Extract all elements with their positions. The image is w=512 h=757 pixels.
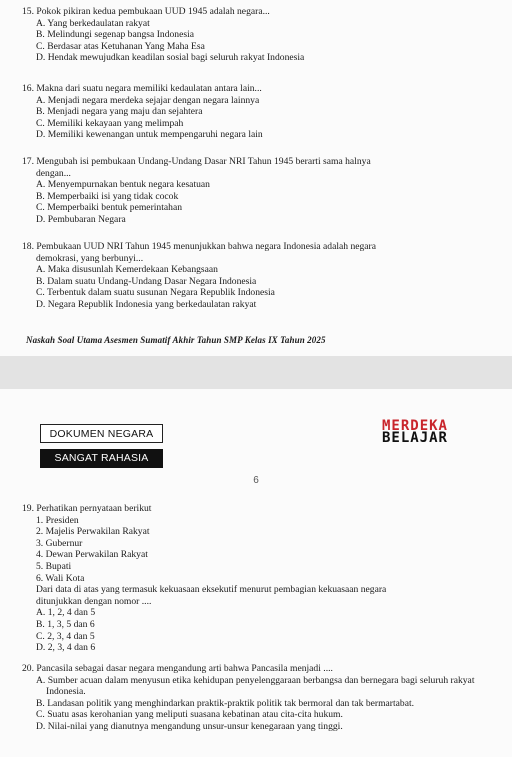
option-15-d: D. Hendak mewujudkan keadilan sosial bagi seluruh rakyat Indonesia [36,52,305,64]
question-15-stem: 15. Pokok pikiran kedua pembukaan UUD 1945 adalah negara... [22,6,270,17]
statement-item-3: 3. Gubernur [36,537,83,549]
option-19-a: A. 1, 2, 4 dan 5 [36,607,96,619]
page-number: 6 [253,475,259,486]
statement-item-2: 2. Majelis Perwakilan Rakyat [36,526,150,538]
option-17-b: B. Memperbaiki isi yang tidak cocok [36,190,179,202]
option-20-b: B. Landasan politik yang menghindarkan praktik-praktik politik tak bermoral dan tak bermartabat. [36,697,415,709]
statement-item-4: 4. Dewan Perwakilan Rakyat [36,549,148,561]
option-16-b: B. Menjadi negara yang maju dan sejahtera [36,106,203,118]
question-20-stem: 20. Pancasila sebagai dasar negara mengandung arti bahwa Pancasila menjadi .... [22,663,333,674]
option-18-d: D. Negara Republik Indonesia yang berkedaulatan rakyat [36,298,257,310]
option-19-c: C. 2, 3, 4 dan 5 [36,630,95,642]
option-18-b: B. Dalam suatu Undang-Undang Dasar Negara Indonesia [36,275,257,287]
logo-line-2: BELAJAR [381,430,448,446]
question-19-stem: 19. Perhatikan pernyataan berikut [22,503,152,514]
option-20-a: A. Sumber acuan dalam menyusun etika kehidupan penyelenggaraan berbangsa dan bernegara bagi seluruh rakyat Indonesia. [36,674,475,698]
question-16-stem: 16. Makna dari suatu negara memiliki kedaulatan antara lain... [22,83,262,94]
option-19-b: B. 1, 3, 5 dan 6 [36,618,95,630]
question-17-stem: 17. Mengubah isi pembukaan Undang-Undang Dasar NRI Tahun 1945 berarti sama halnya [22,156,371,167]
option-16-a: A. Menjadi negara merdeka sejajar dengan negara lainnya [36,94,260,106]
option-19-d: D. 2, 3, 4 dan 6 [36,642,96,654]
option-18-c: C. Terbentuk dalam suatu susunan Negara Republik Indonesia [36,287,275,299]
option-18-a: A. Maka disusunlah Kemerdekaan Kebangsaan [36,264,218,276]
logo-line-1: MERDEKA [381,418,448,434]
question-16 [0,83,512,141]
option-15-a: A. Yang berkedaulatan rakyat [36,17,150,29]
document-classification-badge: DOKUMEN NEGARA [40,424,163,443]
statement-item-6: 6. Wali Kota [36,572,85,584]
question-18 [0,241,512,311]
option-17-c: C. Memperbaiki bentuk pemerintahan [36,202,182,214]
statement-item-1: 1. Presiden [36,514,79,526]
page-separator [0,356,512,389]
question-19 [0,503,512,654]
option-16-c: C. Memiliki kekayaan yang melimpah [36,117,184,129]
option-20-c: C. Suatu asas kerohanian yang meliputi suasana kebatinan atau cita-cita hukum. [36,709,343,721]
question-17-stem-cont: dengan... [36,167,71,179]
merdeka-belajar-logo [382,420,448,444]
option-15-b: B. Melindungi segenap bangsa Indonesia [36,29,194,41]
option-15-c: C. Berdasar atas Ketuhanan Yang Maha Esa [36,40,205,52]
secrecy-badge: SANGAT RAHASIA [40,449,163,468]
question-20 [0,663,512,733]
option-17-a: A. Menyempurnakan bentuk negara kesatuan [36,179,210,191]
question-18-stem-cont: demokrasi, yang berbunyi... [36,252,144,264]
question-15 [0,6,512,64]
option-17-d: D. Pembubaran Negara [36,213,126,225]
question-19-prompt-cont: ditunjukkan dengan nomor .... [36,595,152,607]
option-16-d: D. Memiliki kewenangan untuk mempengaruhi negara lain [36,129,263,141]
page-footer: Naskah Soal Utama Asesmen Sumatif Akhir Tahun SMP Kelas IX Tahun 2025 [26,335,326,345]
statement-item-5: 5. Bupati [36,560,72,572]
option-20-d: D. Nilai-nilai yang dianutnya mengandung unsur-unsur kenegaraan yang tinggi. [36,720,343,732]
question-18-stem: 18. Pembukaan UUD NRI Tahun 1945 menunjukkan bahwa negara Indonesia adalah negara [22,241,377,252]
question-17 [0,156,512,226]
question-19-prompt: Dari data di atas yang termasuk kekuasaan eksekutif menurut pembagian kekuasaan negara [36,584,387,596]
